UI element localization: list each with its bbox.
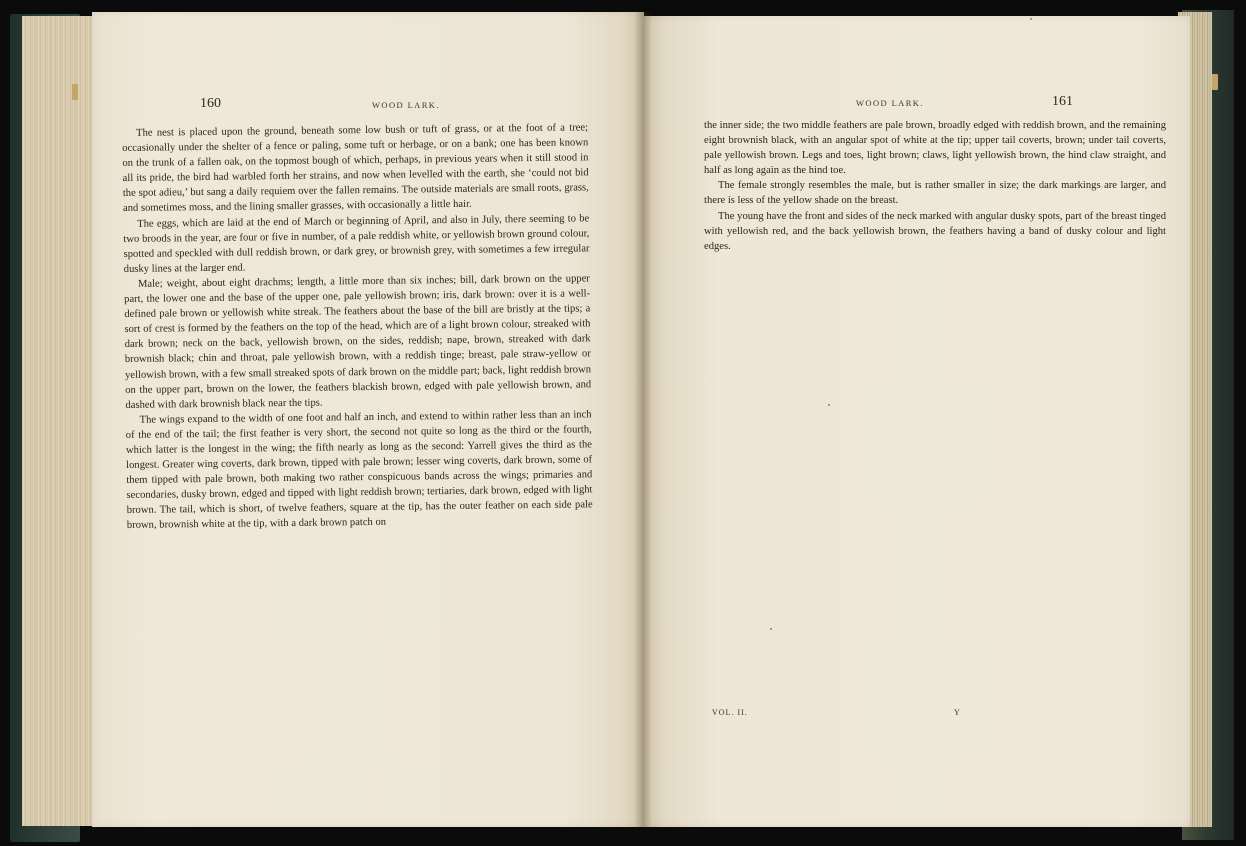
right-page-number: 161: [1052, 94, 1073, 109]
left-bookmark-tab: [72, 84, 78, 100]
paper-speck: [770, 628, 772, 630]
right-bookmark-tab: [1212, 74, 1218, 90]
left-running-head: WOOD LARK.: [372, 100, 440, 110]
paper-speck: [1030, 18, 1032, 20]
paragraph: The wings expand to the width of one foot and half an inch, and extend to within rather less than an inch of the end of the tail; the first feather is very short, the second not quite so long as the third or the fourth, which latter is the longest in the wing; the fifth nearly as long as the second: Yarrell gives the third as the longest. Greater wing coverts, dark brown, tipped with pale brown; lesser wing coverts, dark brown, some of them tipped with pale brown, both making two rather conspicuous bands across the wings; primaries and secondaries, dusky brown, edged and tipped with light reddish brown; tertiaries, dark brown, edged with light brown. The tail, which is short, of twelve feathers, square at the tip, has the outer feather on each side pale brown, brownish white at the tip, with a dark brown patch on: [125, 409, 593, 532]
volume-footer: VOL. II.: [712, 708, 748, 717]
paragraph: The young have the front and sides of the neck marked with angular dusky spots, part of the breast tinged with yellowish red, and the back yellowish brown, the feathers having a band of dusky colour and light edges.: [704, 210, 1166, 252]
paper-speck: [828, 404, 830, 406]
left-page-edges: [22, 16, 100, 826]
right-page-text: [704, 118, 1166, 254]
left-page-text: [122, 120, 593, 533]
left-page-number: 160: [200, 96, 221, 111]
signature-mark: Y: [954, 708, 961, 717]
paragraph: The eggs, which are laid at the end of March or beginning of April, and also in July, there seeming to be two broods in the year, are four or five in number, of a pale reddish white, or yellowish brown ground colour, spotted and speckled with dull reddish brown, or dark grey, or brownish grey, with sometimes a few irregular dusky lines at the larger end.: [123, 212, 590, 275]
paragraph: Male; weight, about eight drachms; length, a little more than six inches; bill, dark brown on the upper part, the lower one and the base of the upper one, pale yellowish brown; iris, dark brown: over it is a well-defined pale brown or yellowish white streak. The feathers about the base of the bill are bristly at the tips; a sort of crest is formed by the feathers on the top of the head, which are of a light brown colour, streaked with dark brown; neck on the back, yellowish brown, on the sides, reddish; nape, brown, streaked with dark brownish black; chin and throat, pale yellowish brown, with a reddish tinge; breast, pale straw-yellow or yellowish brown, with a few small streaked spots of dark brown on the middle part; back, light reddish brown on the upper part, brown on the lower, the feathers blackish brown, edged with pale yellowish brown, and dashed with dark brownish black near the tips.: [124, 273, 592, 411]
right-running-head: WOOD LARK.: [856, 98, 924, 108]
paragraph: The female strongly resembles the male, but is rather smaller in size; the dark markings are larger, and there is less of the yellow shade on the breast.: [704, 180, 1166, 207]
paragraph: The nest is placed upon the ground, beneath some low bush or tuft of grass, or at the foot of a tree; occasionally under the shelter of a fence or paling, some tuft or herbage, or on a bank; one has been known on the trunk of a fallen oak, on the topmost bough of which, perhaps, in previous years when it still stood in all its pride, the bird had warbled forth her strains, and now when levelled with the earth, she ‘could not bid the spot adieu,’ but sang a daily requiem over the fallen remains. The outside materials are small roots, grass, and sometimes moss, and the lining smaller grasses, with occasionally a little hair.: [122, 122, 589, 215]
book-gutter: [634, 12, 652, 827]
paragraph: the inner side; the two middle feathers are pale brown, broadly edged with reddish brown, and the remaining eight brownish black, with an angular spot of white at the tip; upper tail coverts, brown; under tail coverts, pale yellowish brown. Legs and toes, light brown; claws, light yellowish brown, the hind claw straight, and half as long again as the hind toe.: [704, 120, 1166, 177]
